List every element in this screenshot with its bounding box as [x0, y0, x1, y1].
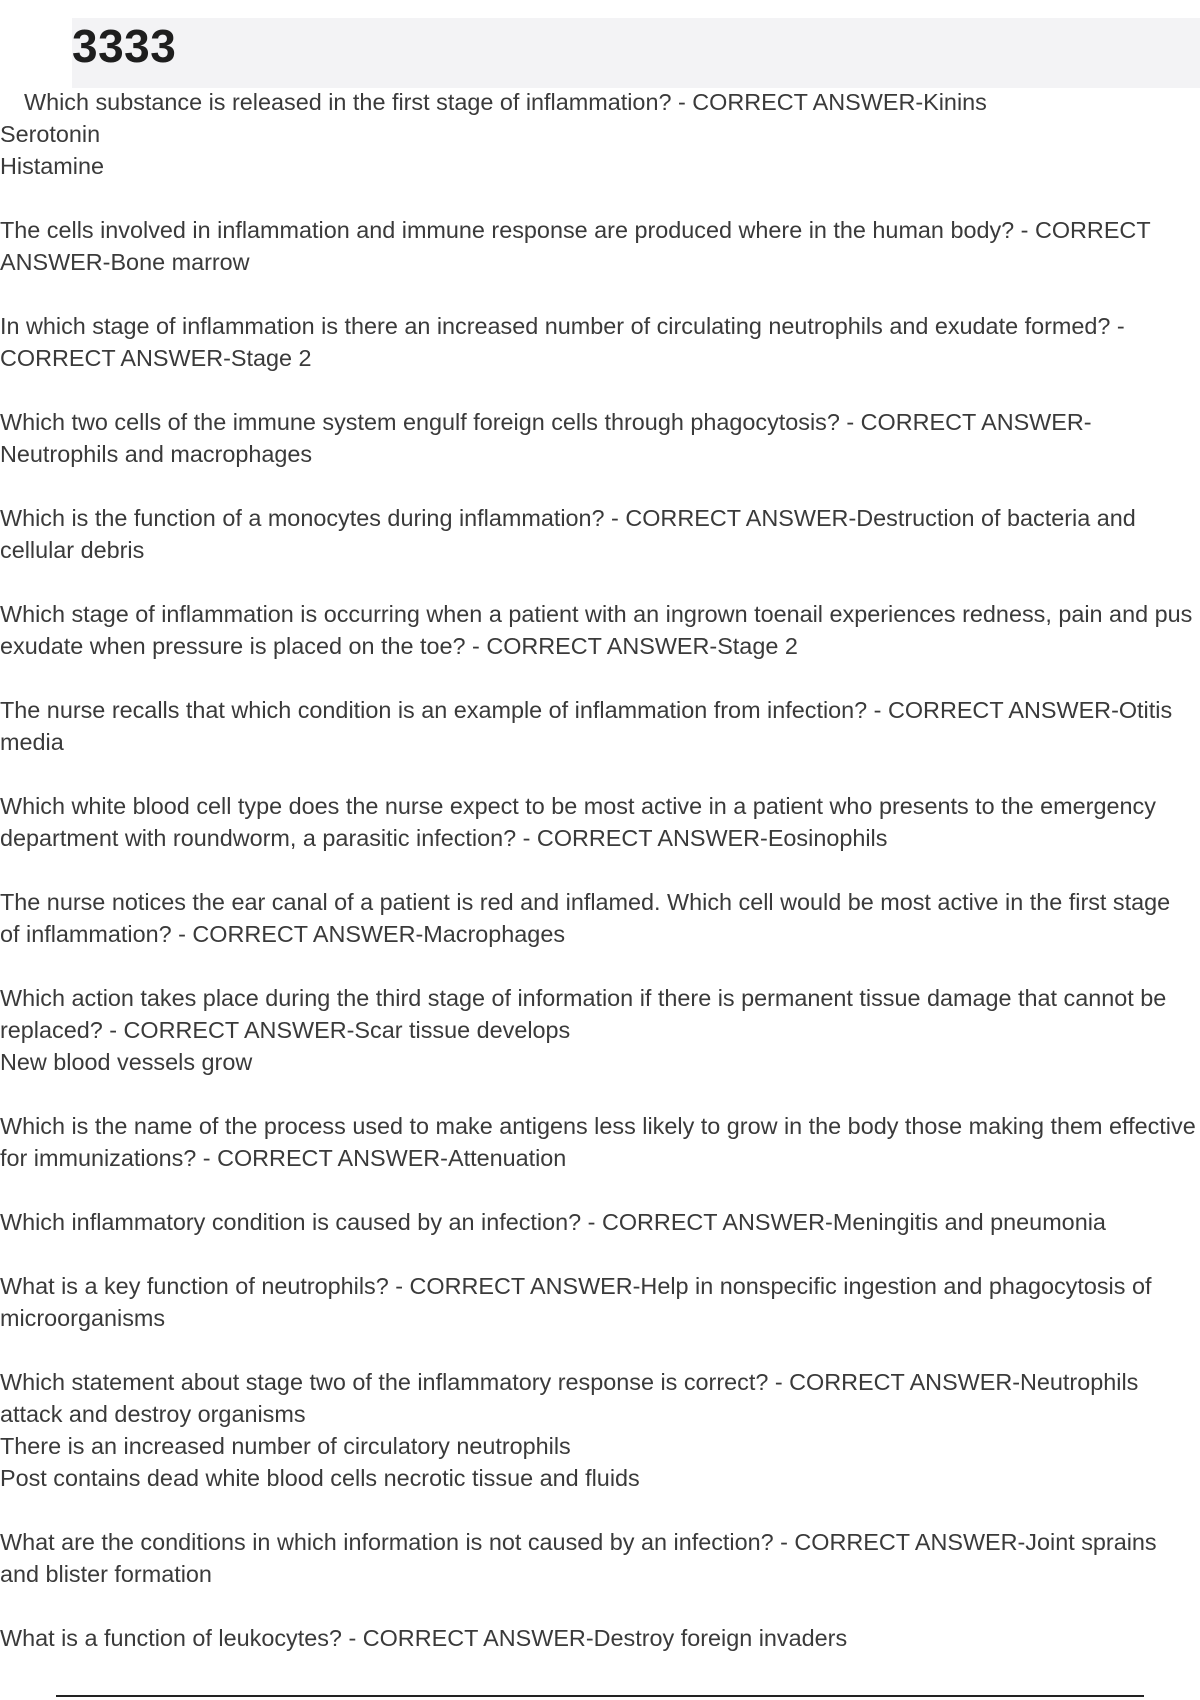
qa-item [0, 310, 1200, 374]
document-title: 3333 [72, 20, 177, 72]
qa-item [0, 1206, 1200, 1238]
qa-text: What is a function of leukocytes? - CORRECT ANSWER-Destroy foreign invaders [0, 1625, 848, 1651]
qa-text: In which stage of inflammation is there an increased number of circulating neutrophils and exudate formed? - CORRECT ANSWER-Stage 2 [0, 313, 1125, 371]
qa-item [0, 598, 1200, 662]
qa-item [0, 1366, 1200, 1494]
qa-text: The nurse recalls that which condition is an example of inflammation from infection? - CORRECT ANSWER-Otitis media [0, 697, 1173, 755]
qa-item [0, 1622, 1200, 1654]
qa-extra-line: Post contains dead white blood cells necrotic tissue and fluids [0, 1465, 640, 1491]
qa-text: Which white blood cell type does the nurse expect to be most active in a patient who presents to the emergency department with roundworm, a parasitic infection? - CORRECT ANSWER-Eosinophils [0, 793, 1156, 851]
qa-text: The nurse notices the ear canal of a patient is red and inflamed. Which cell would be most active in the first stage of inflammation? - CORRECT ANSWER-Macrophages [0, 889, 1171, 947]
qa-item [0, 790, 1200, 854]
title-bar [72, 18, 1200, 88]
qa-item [0, 86, 1200, 182]
qa-item [0, 694, 1200, 758]
qa-text: Which substance is released in the first stage of inflammation? - CORRECT ANSWER-Kinins [24, 89, 987, 115]
qa-text: Which is the function of a monocytes during inflammation? - CORRECT ANSWER-Destruction of bacteria and cellular debris [0, 505, 1136, 563]
qa-text: Which action takes place during the third stage of information if there is permanent tissue damage that cannot be replaced? - CORRECT ANSWER-Scar tissue develops [0, 985, 1167, 1043]
qa-extra-line: Serotonin [0, 121, 101, 147]
qa-extra-line: Histamine [0, 153, 104, 179]
qa-item [0, 1526, 1200, 1590]
qa-item [0, 214, 1200, 278]
page-bottom-divider [56, 1695, 1144, 1697]
qa-list [0, 86, 1200, 1654]
qa-item [0, 1110, 1200, 1174]
qa-extra-line: New blood vessels grow [0, 1049, 253, 1075]
qa-item [0, 886, 1200, 950]
qa-text: Which stage of inflammation is occurring when a patient with an ingrown toenail experiences redness, pain and pus exudate when pressure is placed on the toe? - CORRECT ANSWER-Stage 2 [0, 601, 1193, 659]
qa-text: The cells involved in inflammation and immune response are produced where in the human body? - CORRECT ANSWER-Bone marrow [0, 217, 1151, 275]
qa-item [0, 502, 1200, 566]
qa-text: Which statement about stage two of the inflammatory response is correct? - CORRECT ANSWER-Neutrophils attack and destroy organisms [0, 1369, 1139, 1427]
qa-item [0, 406, 1200, 470]
qa-text: Which is the name of the process used to make antigens less likely to grow in the body those making them effective for immunizations? - CORRECT ANSWER-Attenuation [0, 1113, 1196, 1171]
qa-text: Which inflammatory condition is caused by an infection? - CORRECT ANSWER-Meningitis and pneumonia [0, 1209, 1106, 1235]
qa-text: What is a key function of neutrophils? - CORRECT ANSWER-Help in nonspecific ingestion and phagocytosis of microorganisms [0, 1273, 1152, 1331]
qa-text: What are the conditions in which information is not caused by an infection? - CORRECT ANSWER-Joint sprains and blister formation [0, 1529, 1157, 1587]
qa-extra-line: There is an increased number of circulatory neutrophils [0, 1433, 571, 1459]
qa-text: Which two cells of the immune system engulf foreign cells through phagocytosis? - CORRECT ANSWER-Neutrophils and macrophages [0, 409, 1092, 467]
qa-item [0, 982, 1200, 1078]
qa-item [0, 1270, 1200, 1334]
